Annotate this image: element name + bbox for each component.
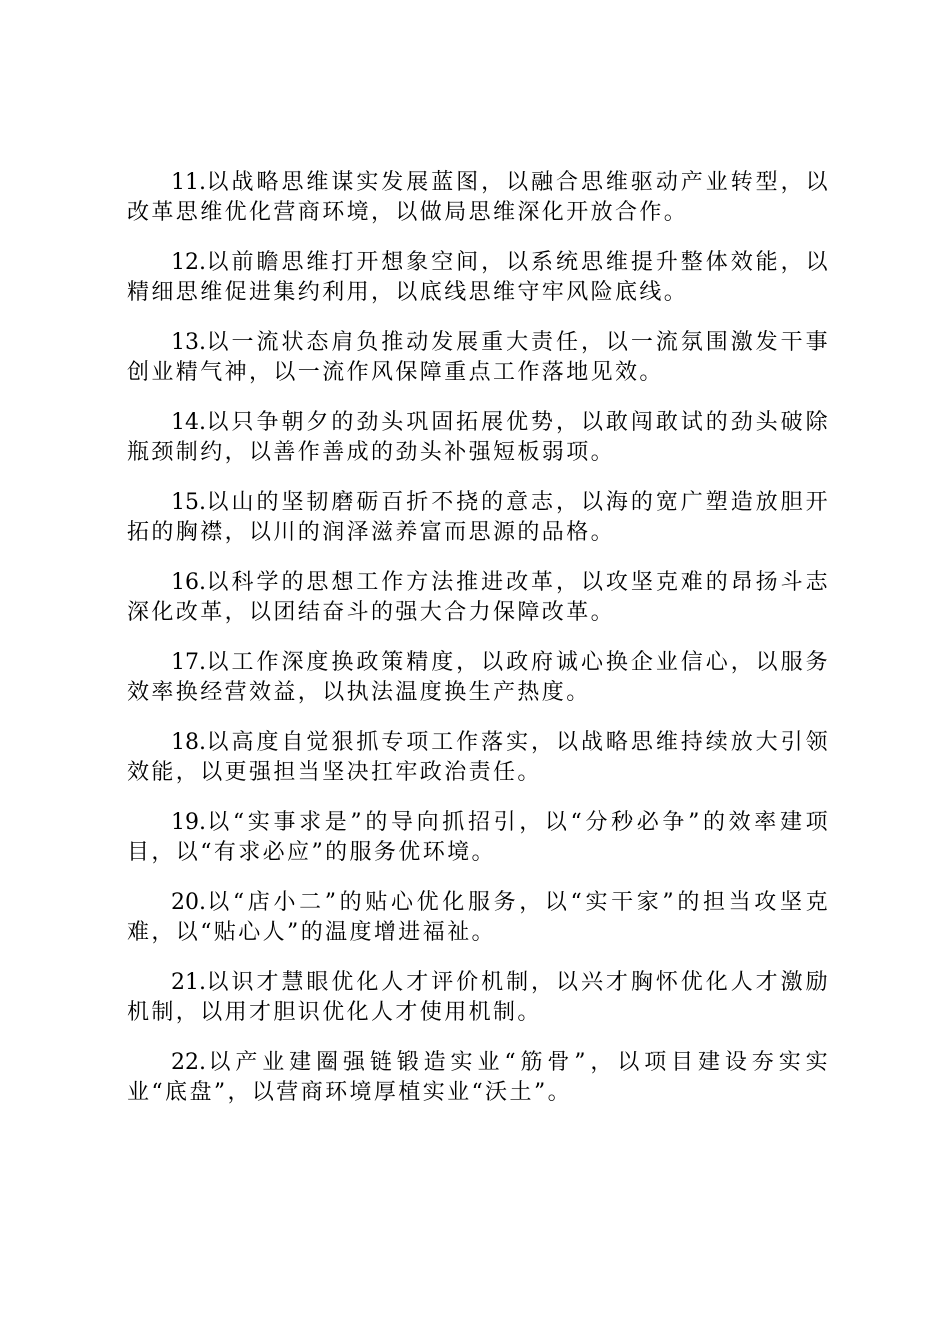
paragraph-19 — [127, 808, 830, 868]
paragraph-number: 15. — [171, 490, 206, 515]
paragraph-text: 以“实事求是”的导向抓招引，以“分秒必争”的效率建项目，以“有求必应”的服务优环境。 — [127, 810, 830, 865]
paragraph-number: 19. — [171, 810, 206, 835]
paragraph-14 — [127, 408, 830, 468]
paragraph-11 — [127, 168, 830, 228]
paragraph-text: 以科学的思想工作方法推进改革，以攻坚克难的昂扬斗志深化改革，以团结奋斗的强大合力保障改革。 — [127, 570, 830, 625]
paragraph-text: 以山的坚韧磨砺百折不挠的意志，以海的宽广塑造放胆开拓的胸襟，以川的润泽滋养富而思源的品格。 — [127, 490, 830, 545]
paragraph-number: 22. — [171, 1050, 206, 1075]
paragraph-15 — [127, 488, 830, 548]
paragraph-18 — [127, 728, 830, 788]
paragraph-17 — [127, 648, 830, 708]
paragraph-number: 18. — [171, 730, 206, 755]
paragraph-number: 17. — [171, 650, 206, 675]
paragraph-text: 以工作深度换政策精度，以政府诚心换企业信心，以服务效率换经营效益，以执法温度换生产热度。 — [127, 650, 830, 705]
paragraph-21 — [127, 968, 830, 1028]
paragraph-12 — [127, 248, 830, 308]
paragraph-number: 12. — [171, 250, 206, 275]
paragraph-20 — [127, 888, 830, 948]
paragraph-16 — [127, 568, 830, 628]
paragraph-text: 以一流状态肩负推动发展重大责任，以一流氛围激发干事创业精气神，以一流作风保障重点工作落地见效。 — [127, 330, 830, 385]
paragraph-text: 以“店小二”的贴心优化服务，以“实干家”的担当攻坚克难，以“贴心人”的温度增进福祉。 — [127, 890, 830, 945]
paragraph-text: 以前瞻思维打开想象空间，以系统思维提升整体效能，以精细思维促进集约利用，以底线思维守牢风险底线。 — [127, 250, 830, 305]
paragraph-number: 14. — [171, 410, 206, 435]
paragraph-22 — [127, 1048, 830, 1108]
paragraph-number: 11. — [171, 170, 206, 195]
paragraph-number: 20. — [171, 890, 206, 915]
paragraph-number: 21. — [171, 970, 206, 995]
paragraph-number: 13. — [171, 330, 206, 355]
document-body — [127, 168, 830, 1128]
paragraph-text: 以识才慧眼优化人才评价机制，以兴才胸怀优化人才激励机制，以用才胆识优化人才使用机制。 — [127, 970, 830, 1025]
paragraph-number: 16. — [171, 570, 206, 595]
paragraph-text: 以产业建圈强链锻造实业“筋骨”，以项目建设夯实实业“底盘”，以营商环境厚植实业“沃土”。 — [127, 1050, 830, 1105]
paragraph-text: 以高度自觉狠抓专项工作落实，以战略思维持续放大引领效能，以更强担当坚决扛牢政治责任。 — [127, 730, 830, 785]
paragraph-13 — [127, 328, 830, 388]
paragraph-text: 以战略思维谋实发展蓝图，以融合思维驱动产业转型，以改革思维优化营商环境，以做局思维深化开放合作。 — [127, 170, 830, 225]
paragraph-text: 以只争朝夕的劲头巩固拓展优势，以敢闯敢试的劲头破除瓶颈制约，以善作善成的劲头补强短板弱项。 — [127, 410, 830, 465]
